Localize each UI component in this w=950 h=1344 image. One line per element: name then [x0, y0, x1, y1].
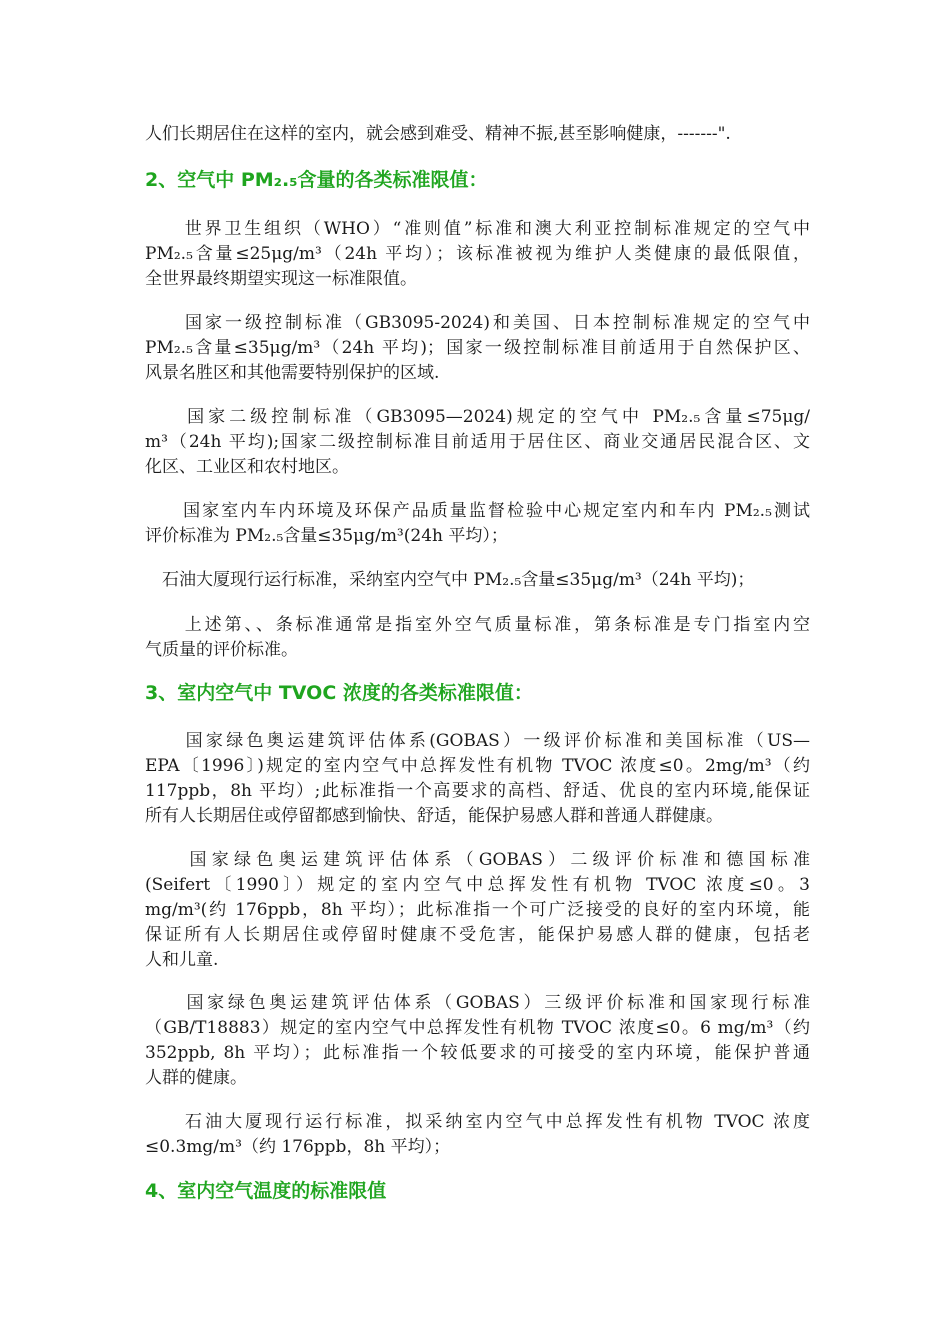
paragraph-tvoc-grade2-line-2: (Seifert〔1990〕）规定的室内空气中总挥发性有机物 TVOC 浓度≤0。3: [145, 875, 810, 895]
paragraph-tvoc-grade2-line-1: 国家绿色奥运建筑评估体系（GOBAS）二级评价标准和德国标准: [145, 850, 810, 870]
paragraph-tvoc-grade2-line-4: 保证所有人长期居住或停留时健康不受危害，能保护易感人群的健康，包括老: [145, 925, 810, 945]
paragraph-tvoc-grade3-line-4: 人群的健康。: [145, 1068, 247, 1088]
paragraph-grade1-line-1: 国家一级控制标准（GB3095-2024)和美国、日本控制标准规定的空气中: [145, 313, 810, 333]
paragraph-tvoc-building-line-2: ≤0.3mg/m³（约 176ppb，8h 平均）；: [145, 1137, 451, 1157]
paragraph-grade1-line-2: PM₂.₅含量≤35μg/m³（24h 平均)；国家一级控制标准目前适用于自然保护区、: [145, 338, 810, 358]
paragraph-tvoc-grade1-line-1: 国家绿色奥运建筑评估体系(GOBAS）一级评价标准和美国标准（US—: [145, 731, 810, 751]
paragraph-tvoc-grade1-line-3: 117ppb，8h 平均）;此标准指一个高要求的高档、舒适、优良的室内环境,能保证: [145, 781, 810, 801]
paragraph-tvoc-grade1-line-2: EPA〔1996〕)规定的室内空气中总挥发性有机物 TVOC 浓度≤0。2mg/m³（约: [145, 756, 810, 776]
paragraph-summary-line-1: 上述第、、条标准通常是指室外空气质量标准，第条标准是专门指室内空: [145, 615, 810, 635]
paragraph-tvoc-grade2-line-5: 人和儿童.: [145, 950, 219, 970]
paragraph-who-line-1: 世界卫生组织（WHO）“准则值”标准和澳大利亚控制标准规定的空气中: [145, 219, 810, 239]
paragraph-tvoc-grade3-line-1: 国家绿色奥运建筑评估体系（GOBAS）三级评价标准和国家现行标准: [145, 993, 810, 1013]
paragraph-who-line-3: 全世界最终期望实现这一标准限值。: [145, 269, 417, 289]
paragraph-who-line-2: PM₂.₅含量≤25μg/m³（24h 平均）；该标准被视为维护人类健康的最低限值，: [145, 244, 810, 264]
paragraph-summary-line-2: 气质量的评价标准。: [145, 640, 298, 660]
paragraph-grade1-line-3: 风景名胜区和其他需要特别保护的区域.: [145, 363, 440, 383]
section-heading-tvoc: 3、室内空气中 TVOC 浓度的各类标准限值：: [145, 682, 533, 704]
paragraph-tvoc-grade1-line-4: 所有人长期居住或停留都感到愉快、舒适，能保护易感人群和普通人群健康。: [145, 806, 723, 826]
section-heading-pm25: 2、空气中 PM₂.₅含量的各类标准限值：: [145, 169, 488, 191]
intro-line: 人们长期居住在这样的室内，就会感到难受、精神不振,甚至影响健康，-------".: [145, 124, 731, 144]
paragraph-grade2-line-3: 化区、工业区和农村地区。: [145, 457, 349, 477]
paragraph-tvoc-grade3-line-2: （GB/T18883）规定的室内空气中总挥发性有机物 TVOC 浓度≤0。6 mg/m³（约: [145, 1018, 810, 1038]
paragraph-tvoc-building-line-1: 石油大厦现行运行标准，拟采纳室内空气中总挥发性有机物 TVOC 浓度: [145, 1112, 810, 1132]
paragraph-grade2-line-1: 国家二级控制标准（GB3095—2024)规定的空气中 PM₂.₅含量≤75μg/: [145, 407, 810, 427]
paragraph-building-pm25: 石油大厦现行运行标准，采纳室内空气中 PM₂.₅含量≤35μg/m³（24h 平均)；: [145, 570, 755, 590]
section-heading-temperature: 4、室内空气温度的标准限值: [145, 1180, 387, 1202]
paragraph-tvoc-grade3-line-3: 352ppb, 8h 平均）；此标准指一个较低要求的可接受的室内环境，能保护普通: [145, 1043, 810, 1063]
paragraph-indoor-center-line-2: 评价标准为 PM₂.₅含量≤35μg/m³(24h 平均）；: [145, 526, 508, 546]
paragraph-indoor-center-line-1: 国家室内车内环境及环保产品质量监督检验中心规定室内和车内 PM₂.₅测试: [145, 501, 810, 521]
paragraph-grade2-line-2: m³（24h 平均);国家二级控制标准目前适用于居住区、商业交通居民混合区、文: [145, 432, 810, 452]
paragraph-tvoc-grade2-line-3: mg/m³(约 176ppb，8h 平均）；此标准指一个可广泛接受的良好的室内环境，能: [145, 900, 810, 920]
